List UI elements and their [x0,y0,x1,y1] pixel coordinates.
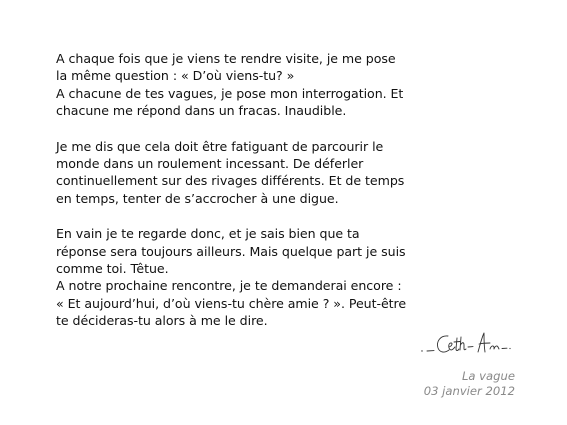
poem-body [56,50,526,348]
paragraph-2 [56,138,526,208]
poem-line: Je me dis que cela doit être fatiguant de parcourir le [56,138,384,154]
paragraph-3 [56,225,526,329]
paragraph-1 [56,50,526,120]
poem-date: 03 janvier 2012 [423,384,515,398]
poem-line: en temps, tenter de s’accrocher à une digue. [56,190,339,206]
poem-line: A chacune de tes vagues, je pose mon interrogation. Et [56,85,404,101]
poem-title: La vague [461,369,515,383]
poem-line: En vain je te regarde donc, et je sais bien que ta [56,226,360,242]
poem-line: continuellement sur des rivages différents. Et de temps [56,173,405,189]
poem-footer [424,369,515,399]
poem-line: « Et aujourd’hui, d’où viens-tu chère amie ? ». Peut-être [56,295,407,311]
poem-line: te décideras-tu alors à me le dire. [56,313,268,329]
poem-line: réponse sera toujours ailleurs. Mais quelque part je suis [56,243,406,259]
poem-line: monde dans un roulement incessant. De déferler [56,156,364,172]
poem-line: comme toi. Têtue. [56,261,169,277]
poem-line: A chaque fois que je viens te rendre visite, je me pose [56,51,396,66]
poem-line: la même question : « D’où viens-tu? » [56,68,295,84]
handwritten-signature-icon [418,328,518,362]
poem-line: chacune me répond dans un fracas. Inaudible. [56,103,347,119]
poem-line: A notre prochaine rencontre, je te demanderai encore : [56,278,402,294]
